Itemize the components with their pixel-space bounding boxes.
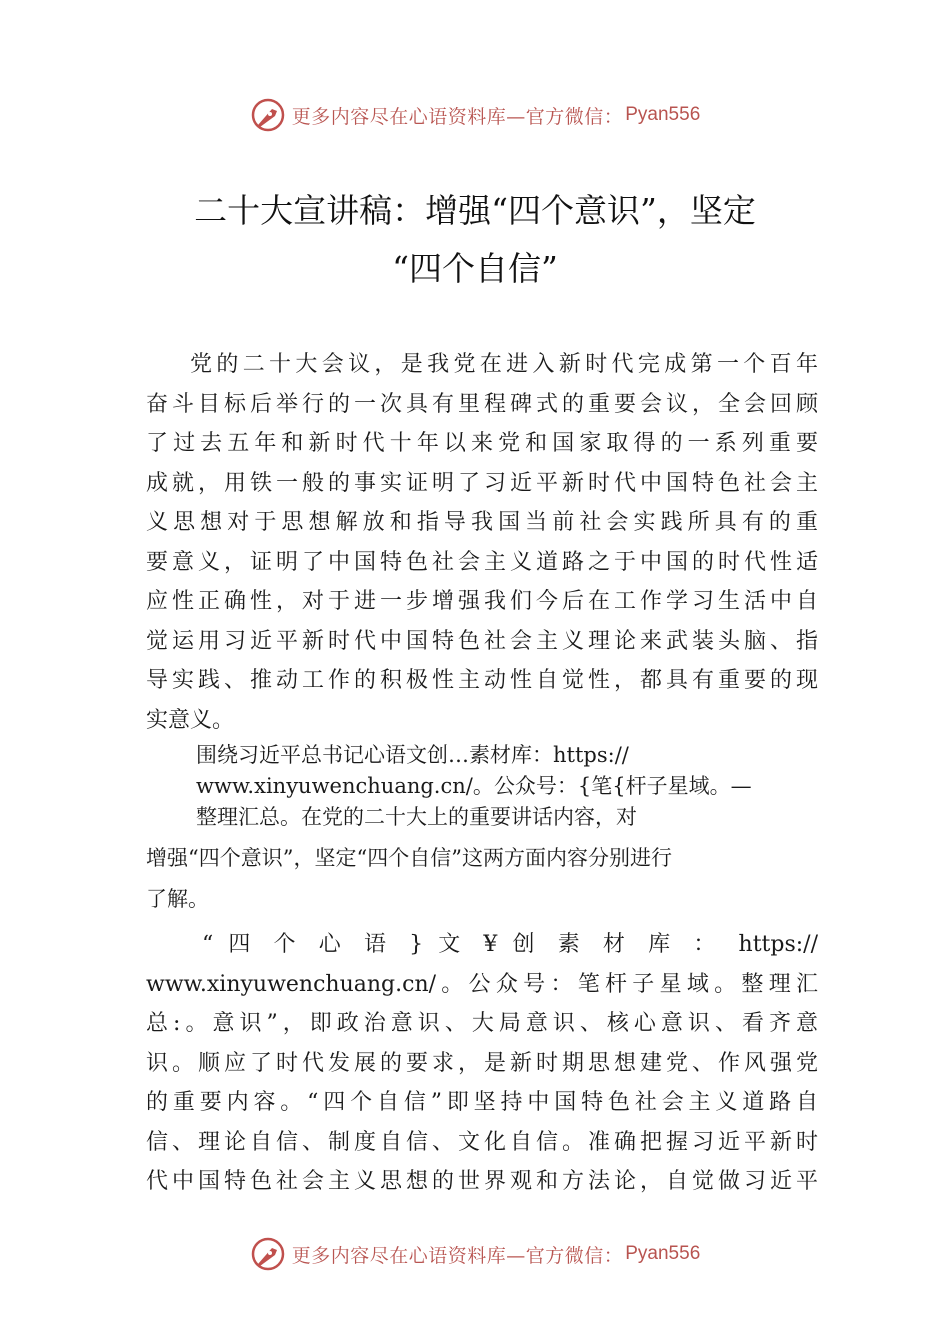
text-line: 信、理论自信、制度自信、文化自信。准确把握习近平新时: [146, 1129, 818, 1155]
text-line: 了解。: [146, 887, 209, 911]
text-line: 应性正确性，对于进一步增强我们今后在工作学习生活中自: [146, 589, 818, 614]
text-line: 了过去五年和新时代十年以来党和国家取得的一系列重要: [146, 431, 818, 456]
pen-nib-icon: [250, 97, 286, 133]
text-line: 总:。意识”，即政治意识、大局意识、核心意识、看齐意: [146, 1011, 818, 1036]
text-line: www.xinyuwenchuang.cn/。公众号：笔杆子星域。整理汇: [146, 971, 818, 997]
text-line: 奋斗目标后举行的一次具有里程碑式的重要会议，全会回顾: [146, 391, 818, 417]
paragraph-2: [146, 740, 818, 915]
watermark-account: Pyan556: [625, 1243, 701, 1264]
text-line: 义思想对于思想解放和指导我国当前社会实践所具有的重: [146, 510, 818, 535]
pen-nib-icon: [250, 1236, 286, 1272]
text-line: 整理汇总。在党的二十大上的重要讲话内容，对: [196, 805, 637, 829]
text-line: 识。顺应了时代发展的要求，是新时期思想建党、作风强党: [146, 1050, 818, 1076]
text-line: 的重要内容。“四个自信”即坚持中国特色社会主义道路自: [146, 1090, 818, 1115]
text-line: 党的二十大会议，是我党在进入新时代完成第一个百年: [190, 352, 818, 377]
watermark-banner-top: [0, 95, 950, 135]
text-line: 增强“四个意识”，坚定“四个自信”这两方面内容分别进行: [146, 846, 672, 870]
text-line: 代中国特色社会主义思想的世界观和方法论，自觉做习近平: [146, 1169, 818, 1194]
document-title: [100, 182, 850, 298]
text-line: “ 四 个 心 语 } 文 ¥ 创 素 材 库 ： https://: [202, 932, 818, 957]
paragraph-3: [146, 925, 818, 1202]
watermark-account: Pyan556: [625, 104, 701, 125]
text-line: 觉运用习近平新时代中国特色社会主义理论来武装头脑、指: [146, 628, 818, 654]
text-line: 导实践、推动工作的积极性主动性自觉性，都具有重要的现: [146, 668, 818, 693]
watermark-text: 更多内容尽在心语资料库—官方微信：: [291, 1244, 624, 1267]
watermark-banner-bottom: [0, 1234, 950, 1274]
text-line: www.xinyuwenchuang.cn/。公众号：{笔{杆子星域。—: [196, 774, 752, 798]
title-line-2: “四个自信”: [392, 249, 558, 288]
paragraph-1: [146, 345, 818, 740]
text-line: 围绕习近平总书记心语文创…素材库：https://: [196, 743, 629, 767]
text-line: 成就，用铁一般的事实证明了习近平新时代中国特色社会主: [146, 470, 818, 496]
watermark-text: 更多内容尽在心语资料库—官方微信：: [291, 105, 624, 128]
text-line: 实意义。: [146, 707, 235, 733]
title-line-1: 二十大宣讲稿：增强“四个意识”，坚定: [194, 191, 756, 230]
text-line: 要意义，证明了中国特色社会主义道路之于中国的时代性适: [146, 549, 818, 575]
